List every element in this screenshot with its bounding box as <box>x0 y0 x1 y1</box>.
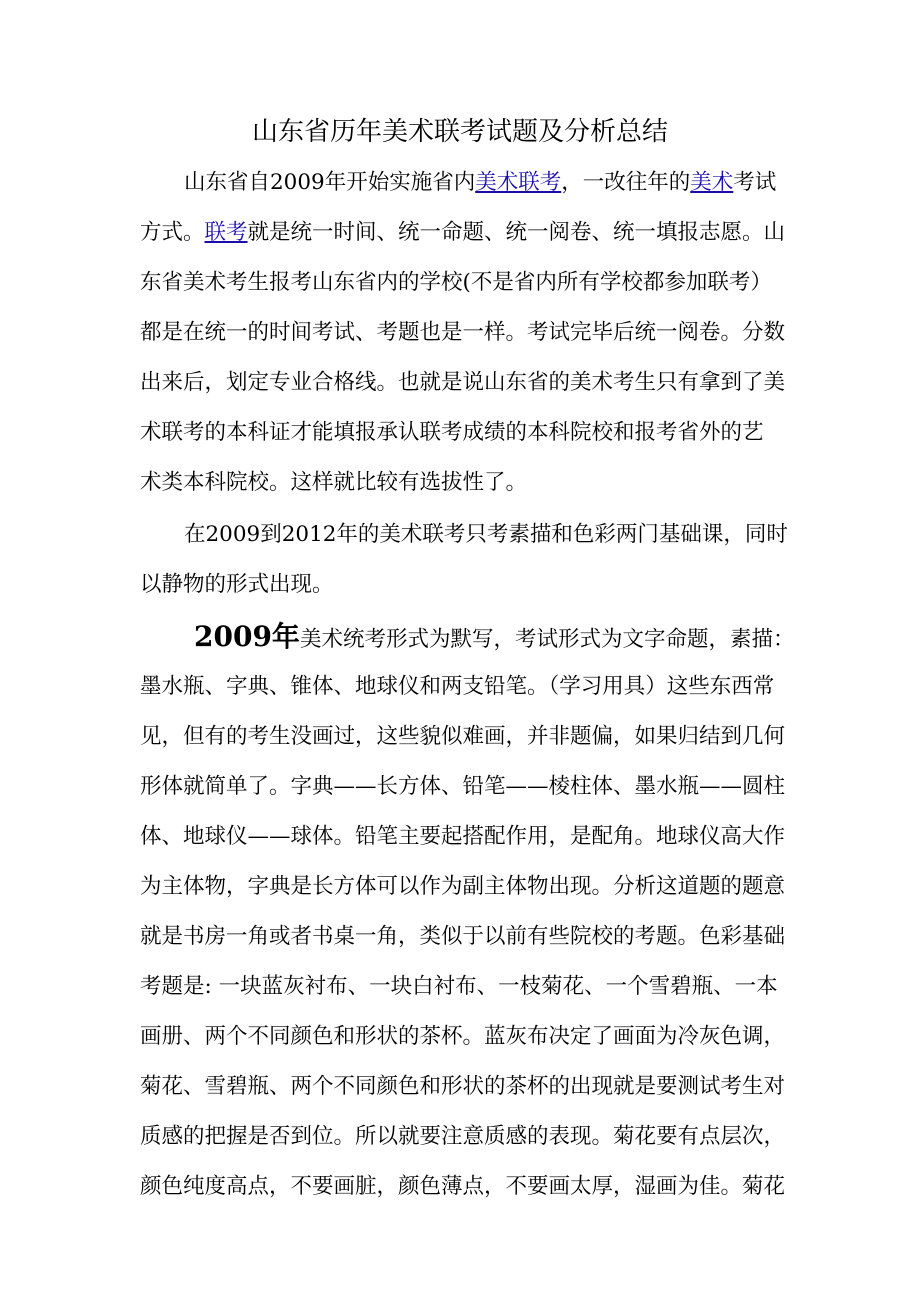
paragraph-line <box>140 460 527 506</box>
text-segment: 以静物的形式出现。 <box>140 572 334 597</box>
paragraph-line <box>140 764 785 810</box>
paragraph-line <box>140 864 785 910</box>
link-meishu[interactable]: 美术 <box>690 170 734 195</box>
text-segment: 术联考的本科证才能填报承认联考成绩的本科院校和报考省外的艺 <box>140 420 764 445</box>
text-segment: 就是统一时间、统一命题、统一阅卷、统一填报志愿。山 <box>247 220 786 245</box>
document-title: 山东省历年美术联考试题及分析总结 <box>251 117 668 147</box>
paragraph-line <box>140 1064 785 1110</box>
link-liankao[interactable]: 联考 <box>204 220 248 245</box>
text-segment: 术类本科院校。这样就比较有选拔性了。 <box>140 470 528 495</box>
paragraph-line <box>194 614 794 660</box>
text-segment: 画册、两个不同颜色和形状的茶杯。蓝灰布决定了画面为冷灰色调， <box>140 1024 786 1049</box>
paragraph-line <box>140 1014 785 1060</box>
text-segment: ，一改往年的 <box>561 170 691 195</box>
paragraph-line <box>140 410 764 456</box>
text-segment: 在2009到2012年的美术联考只考素描和色彩两门基础课，同时 <box>184 522 788 547</box>
paragraph-line <box>140 210 785 256</box>
text-segment: 山东省自2009年开始实施省内 <box>184 170 476 195</box>
paragraph-line <box>140 1164 785 1210</box>
text-segment: 美术统考形式为默写，考试形式为文字命题，素描： <box>299 627 795 652</box>
text-segment: 出来后，划定专业合格线。也就是说山东省的美术考生只有拿到了美 <box>140 370 786 395</box>
paragraph-line <box>140 964 778 1010</box>
text-segment: 为主体物，字典是长方体可以作为副主体物出现。分析这道题的题意 <box>140 874 786 899</box>
paragraph-line <box>140 260 772 306</box>
text-segment: 体、地球仪——球体。铅笔主要起搭配作用，是配角。地球仪高大作 <box>140 824 786 849</box>
paragraph-line <box>140 360 785 406</box>
text-segment: 就是书房一角或者书桌一角，类似于以前有些院校的考题。色彩基础 <box>140 924 786 949</box>
text-segment: 都是在统一的时间考试、考题也是一样。考试完毕后统一阅卷。分数 <box>140 320 786 345</box>
paragraph-line <box>184 160 776 206</box>
text-segment: 方式。 <box>140 220 205 245</box>
text-segment: 墨水瓶、字典、锥体、地球仪和两支铅笔。（学习用具）这些东西常 <box>140 674 775 699</box>
text-segment: 颜色纯度高点，不要画脏，颜色薄点，不要画太厚，湿画为佳。菊花 <box>140 1174 786 1199</box>
paragraph-line <box>140 562 334 608</box>
year-heading: 2009年 <box>194 620 300 653</box>
paragraph-line <box>140 914 785 960</box>
text-segment: 东省美术考生报考山东省内的学校(不是省内所有学校都参加联考） <box>140 270 772 295</box>
paragraph-line <box>140 814 785 860</box>
link-meishu-liankao[interactable]: 美术联考 <box>475 170 562 195</box>
paragraph-line <box>140 1114 785 1160</box>
paragraph-line <box>140 664 774 710</box>
text-segment: 考试 <box>733 170 777 195</box>
paragraph-line <box>140 310 785 356</box>
text-segment: 菊花、雪碧瓶、两个不同颜色和形状的茶杯的出现就是要测试考生对 <box>140 1074 786 1099</box>
text-segment: 考题是: 一块蓝灰衬布、一块白衬布、一枝菊花、一个雪碧瓶、一本 <box>140 974 778 999</box>
paragraph-line <box>140 714 785 760</box>
paragraph-line <box>184 512 788 558</box>
text-segment: 质感的把握是否到位。所以就要注意质感的表现。菊花要有点层次， <box>140 1124 786 1149</box>
text-segment: 形体就简单了。字典——长方体、铅笔——棱柱体、墨水瓶——圆柱 <box>140 774 786 799</box>
text-segment: 见，但有的考生没画过，这些貌似难画，并非题偏，如果归结到几何 <box>140 724 786 749</box>
